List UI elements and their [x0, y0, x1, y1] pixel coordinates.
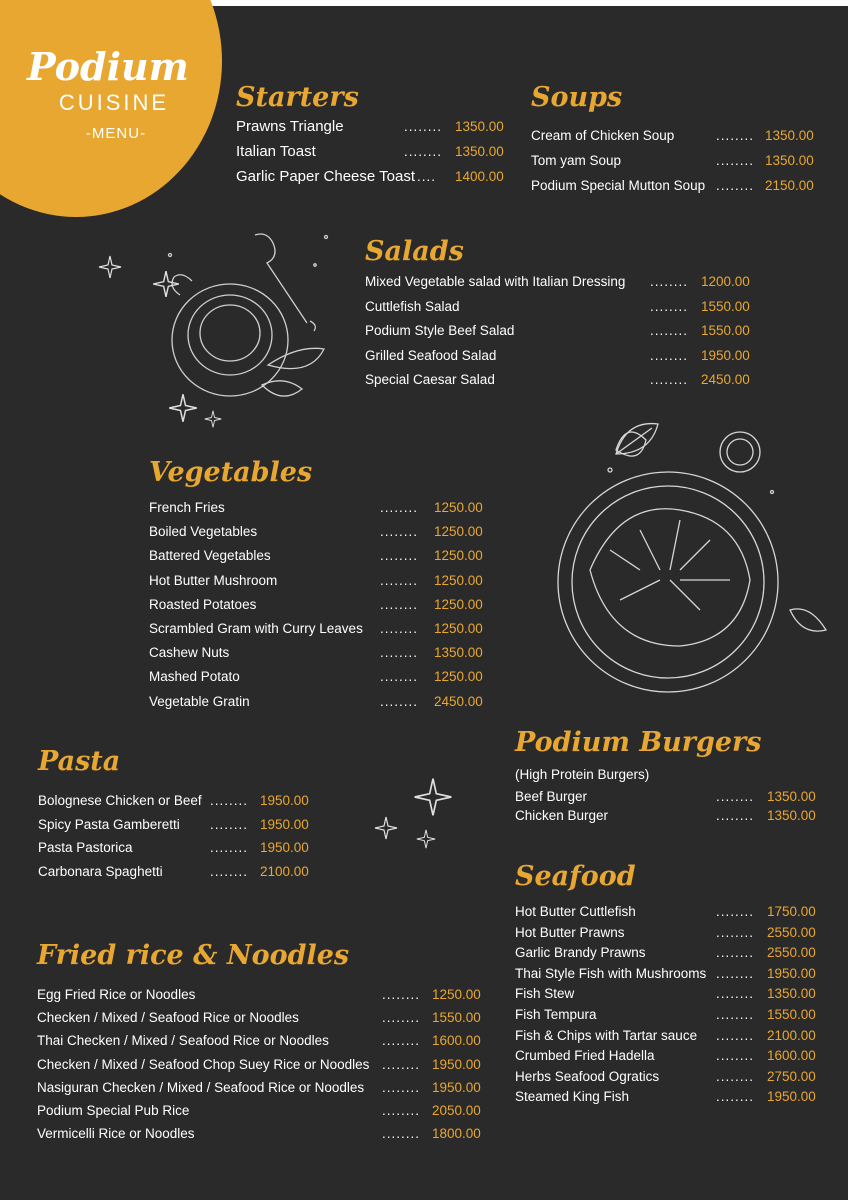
item-name: Pasta Pastorica: [38, 840, 133, 855]
item-name: Hot Butter Mushroom: [149, 572, 278, 588]
menu-item: [37, 1057, 492, 1073]
menu-item: [37, 987, 492, 1003]
item-price: 1800.00: [432, 1126, 481, 1142]
menu-item: [365, 348, 761, 364]
leader-dots: ........: [210, 816, 249, 832]
leader-dots: ........: [380, 596, 419, 612]
leader-dots: ........: [650, 274, 689, 289]
item-price: 1950.00: [260, 793, 309, 808]
item-price: 1350.00: [767, 789, 816, 804]
leader-dots: ........: [380, 645, 419, 661]
leader-dots: ........: [716, 789, 755, 804]
item-name: Spicy Pasta Gamberetti: [38, 816, 180, 832]
item-price: 1250.00: [434, 596, 483, 612]
menu-item: [37, 1103, 492, 1119]
item-name: Fish Stew: [515, 986, 575, 1002]
star-anise-icon: [152, 270, 180, 298]
menu-item: [515, 1007, 827, 1023]
menu-item: [515, 808, 827, 824]
menu-item: [149, 645, 494, 661]
menu-item: [149, 524, 494, 540]
menu-item: [236, 169, 515, 185]
section-title: Starters: [236, 82, 359, 113]
item-name: Fish & Chips with Tartar sauce: [515, 1027, 698, 1043]
item-name: Carbonara Spaghetti: [38, 863, 163, 879]
item-name: Vegetable Gratin: [149, 693, 250, 709]
star-anise-icon: [168, 393, 198, 423]
item-price: 2450.00: [701, 372, 750, 387]
item-name: Vermicelli Rice or Noodles: [37, 1126, 195, 1142]
leader-dots: ........: [716, 808, 755, 823]
section-title: Seafood: [515, 861, 636, 892]
menu-item: [149, 548, 494, 564]
item-name: Garlic Paper Cheese Toast: [236, 168, 415, 185]
item-price: 1400.00: [455, 169, 504, 184]
item-name: Checken / Mixed / Seafood Rice or Noodles: [37, 1010, 299, 1026]
item-name: Podium Special Pub Rice: [37, 1103, 190, 1118]
item-price: 1350.00: [767, 986, 816, 1002]
section-title: Soups: [531, 82, 623, 113]
menu-item: [38, 817, 320, 833]
menu-item: [531, 153, 825, 169]
section-note: (High Protein Burgers): [515, 767, 650, 782]
item-price: 1550.00: [432, 1010, 481, 1026]
item-price: 2100.00: [260, 863, 309, 879]
item-price: 2750.00: [767, 1068, 816, 1084]
item-name: Beef Burger: [515, 789, 588, 804]
item-name: Grilled Seafood Salad: [365, 347, 497, 363]
menu-item: [515, 945, 827, 961]
item-price: 2550.00: [767, 945, 816, 961]
item-name: Herbs Seafood Ogratics: [515, 1068, 660, 1084]
item-name: Roasted Potatoes: [149, 596, 257, 612]
section-title: Pasta: [38, 746, 121, 777]
item-price: 1250.00: [434, 669, 483, 685]
item-price: 1950.00: [432, 1056, 481, 1072]
item-price: 1750.00: [767, 904, 816, 919]
leader-dots: ........: [380, 693, 419, 709]
item-price: 1350.00: [455, 144, 504, 159]
menu-item: [37, 1080, 492, 1096]
leader-dots: ........: [380, 524, 419, 540]
item-price: 2100.00: [767, 1027, 816, 1043]
leader-dots: ........: [380, 500, 419, 515]
menu-item: [531, 178, 825, 194]
menu-item: [515, 1089, 827, 1105]
section-title: Podium Burgers: [515, 727, 762, 758]
leader-dots: ........: [716, 986, 755, 1002]
item-price: 1950.00: [701, 347, 750, 363]
item-price: 2450.00: [434, 693, 483, 709]
menu-item: [515, 1069, 827, 1085]
leader-dots: ........: [404, 119, 443, 134]
menu-item: [515, 966, 827, 982]
item-price: 1600.00: [767, 1048, 816, 1064]
star-anise-icon: [98, 255, 122, 279]
leader-dots: ........: [716, 924, 755, 940]
leader-dots: ........: [382, 1033, 421, 1049]
menu-item: [149, 621, 494, 637]
item-price: 1250.00: [432, 987, 481, 1002]
leader-dots: ........: [650, 347, 689, 363]
item-price: 1600.00: [432, 1033, 481, 1049]
leader-dots: ........: [380, 621, 419, 636]
item-price: 1350.00: [765, 128, 814, 143]
leader-dots: ........: [716, 1027, 755, 1043]
menu-item: [515, 904, 827, 920]
right-border: [848, 0, 853, 1200]
section-seafood: [515, 861, 847, 1121]
item-name: Crumbed Fried Hadella: [515, 1048, 655, 1064]
leader-dots: ........: [716, 178, 755, 193]
item-name: Chicken Burger: [515, 808, 609, 823]
item-name: Fish Tempura: [515, 1007, 597, 1022]
leader-dots: ........: [382, 1126, 421, 1142]
menu-item: [365, 323, 761, 339]
item-price: 2150.00: [765, 178, 814, 193]
item-name: Special Caesar Salad: [365, 372, 495, 387]
item-name: Thai Checken / Mixed / Seafood Rice or Noodles: [37, 1033, 329, 1049]
leader-dots: ........: [380, 572, 419, 588]
section-title: Salads: [365, 236, 464, 267]
leader-dots: ........: [382, 987, 421, 1002]
menu-item: [365, 274, 761, 290]
item-price: 1950.00: [260, 840, 309, 855]
leader-dots: ........: [716, 1007, 755, 1022]
menu-item: [38, 864, 320, 880]
item-name: Hot Butter Prawns: [515, 924, 625, 940]
menu-item: [365, 372, 761, 388]
item-price: 1250.00: [434, 621, 483, 636]
item-name: Scrambled Gram with Curry Leaves: [149, 621, 363, 636]
brand-subtitle: CUISINE: [58, 90, 170, 115]
item-name: Battered Vegetables: [149, 548, 271, 564]
item-name: Garlic Brandy Prawns: [515, 945, 646, 961]
menu-item: [149, 669, 494, 685]
menu-item: [38, 793, 320, 809]
menu-item: [365, 299, 761, 315]
item-name: Cream of Chicken Soup: [531, 128, 675, 143]
leader-dots: ........: [382, 1056, 421, 1072]
item-price: 1950.00: [432, 1079, 481, 1095]
leader-dots: ........: [650, 323, 689, 338]
leader-dots: ........: [382, 1079, 421, 1095]
menu-item: [149, 597, 494, 613]
leader-dots: ........: [716, 945, 755, 961]
item-price: 1550.00: [701, 298, 750, 314]
item-name: Checken / Mixed / Seafood Chop Suey Rice or Noodles: [37, 1056, 370, 1072]
leader-dots: ........: [716, 1089, 755, 1105]
menu-item: [149, 694, 494, 710]
item-name: Mixed Vegetable salad with Italian Dressing: [365, 274, 626, 289]
item-price: 1550.00: [767, 1007, 816, 1022]
item-price: 1350.00: [455, 119, 504, 134]
leader-dots: ........: [716, 128, 755, 143]
leader-dots: ........: [716, 153, 755, 168]
section-title: Fried rice & Noodles: [37, 940, 350, 971]
item-price: 1950.00: [260, 816, 309, 832]
item-price: 1950.00: [767, 965, 816, 981]
leader-dots: ........: [210, 840, 249, 855]
item-name: Tom yam Soup: [531, 153, 622, 168]
item-name: Italian Toast: [236, 143, 316, 160]
item-name: Thai Style Fish with Mushrooms: [515, 965, 707, 981]
item-name: Mashed Potato: [149, 669, 240, 685]
item-name: Podium Special Mutton Soup: [531, 178, 706, 193]
item-name: Bolognese Chicken or Beef: [38, 793, 202, 808]
leader-dots: ........: [716, 904, 755, 919]
leader-dots: ........: [210, 863, 249, 879]
item-name: Hot Butter Cuttlefish: [515, 904, 636, 919]
menu-item: [531, 128, 825, 144]
item-name: Egg Fried Rice or Noodles: [37, 987, 196, 1002]
item-price: 1350.00: [434, 645, 483, 661]
item-price: 1250.00: [434, 548, 483, 564]
item-price: 2050.00: [432, 1103, 481, 1118]
leader-dots: ........: [380, 548, 419, 564]
leader-dots: ........: [380, 669, 419, 685]
item-name: French Fries: [149, 500, 225, 515]
section-title: Vegetables: [149, 457, 313, 488]
item-price: 1350.00: [767, 808, 816, 823]
item-price: 1350.00: [765, 153, 814, 168]
leader-dots: ........: [382, 1010, 421, 1026]
leader-dots: ........: [716, 1068, 755, 1084]
item-name: Podium Style Beef Salad: [365, 323, 515, 338]
item-name: Cuttlefish Salad: [365, 298, 460, 314]
leader-dots: ........: [404, 144, 443, 159]
brand-menu-label: -MENU-: [85, 125, 147, 142]
menu-item: [515, 1048, 827, 1064]
menu-item: [236, 144, 515, 160]
item-price: 1250.00: [434, 500, 483, 515]
item-name: Prawns Triangle: [236, 118, 344, 135]
menu-item: [38, 840, 320, 856]
menu-item: [515, 789, 827, 805]
menu-item: [37, 1010, 492, 1026]
leader-dots: ....: [417, 169, 437, 184]
leader-dots: ........: [716, 1048, 755, 1064]
menu-item: [37, 1126, 492, 1142]
brand-name: Podium: [27, 44, 189, 89]
section-vegetables: [149, 457, 847, 717]
menu-item: [149, 573, 494, 589]
star-anise-icon: [204, 410, 222, 428]
leader-dots: ........: [382, 1103, 421, 1118]
item-name: Steamed King Fish: [515, 1089, 630, 1105]
leader-dots: ........: [210, 793, 249, 808]
leader-dots: ........: [650, 372, 689, 387]
item-name: Nasiguran Checken / Mixed / Seafood Rice or Noodles: [37, 1079, 365, 1095]
item-price: 2550.00: [767, 924, 816, 940]
item-name: Boiled Vegetables: [149, 524, 258, 540]
menu-item: [515, 1028, 827, 1044]
leader-dots: ........: [650, 298, 689, 314]
item-price: 1250.00: [434, 524, 483, 540]
menu-item: [515, 986, 827, 1002]
menu-item: [149, 500, 494, 516]
menu-item: [236, 119, 515, 135]
item-price: 1950.00: [767, 1089, 816, 1105]
menu-item: [37, 1033, 492, 1049]
item-price: 1200.00: [701, 274, 750, 289]
item-price: 1550.00: [701, 323, 750, 338]
item-name: Cashew Nuts: [149, 645, 230, 661]
item-price: 1250.00: [434, 572, 483, 588]
menu-item: [515, 925, 827, 941]
leader-dots: ........: [716, 965, 755, 981]
